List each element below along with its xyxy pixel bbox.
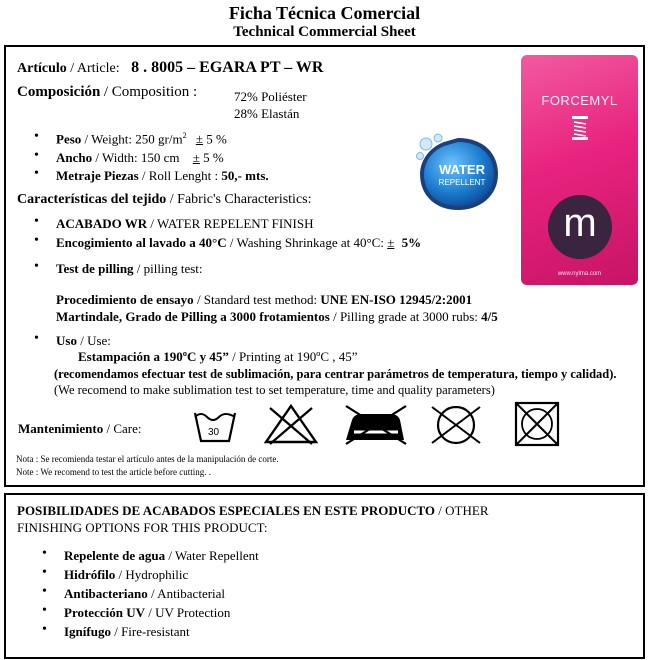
wash-temp-text: 30 <box>208 427 220 438</box>
roll-label: Metraje Piezas <box>56 168 139 183</box>
finishing-item-en: / Water Repellent <box>168 548 259 563</box>
finishing-item <box>64 567 188 583</box>
method-label: Procedimiento de ensayo <box>56 292 194 307</box>
characteristics-heading <box>17 192 312 208</box>
grade-value: 4/5 <box>481 309 498 324</box>
bullet: • <box>42 546 47 561</box>
weight-tol-value: 5 % <box>206 131 227 147</box>
recommend-paragraph <box>54 366 639 398</box>
bullet: • <box>42 584 47 599</box>
water-repellent-badge <box>414 132 502 214</box>
finishing-item-en: / Fire-resistant <box>114 624 190 639</box>
care-label: Mantenimiento <box>18 421 104 436</box>
finishing-item-en: / Antibacterial <box>151 586 226 601</box>
finishing-title-line <box>17 503 489 519</box>
bullet: • <box>42 565 47 580</box>
bullet: • <box>34 259 39 274</box>
bullet: • <box>42 622 47 637</box>
width-tol-value: 5 % <box>203 150 224 165</box>
composition-line-2: 28% Elastán <box>234 106 300 121</box>
grade-label-en: / Pilling grade at 3000 rubs: <box>333 309 478 324</box>
width-label: Ancho <box>56 150 93 165</box>
bullet: • <box>34 214 39 229</box>
bullet: • <box>34 166 39 181</box>
use-line <box>56 333 111 349</box>
grade-line <box>56 309 498 325</box>
width-label-en: / Width: <box>95 150 138 165</box>
article-value: 8 . 8005 – EGARA PT – WR <box>131 59 324 76</box>
characteristics-label-en: / Fabric's Characteristics: <box>169 192 312 207</box>
finishing-box <box>4 493 645 659</box>
page-title: Ficha Técnica Comercial <box>228 3 421 23</box>
finishing-item-es: Repelente de agua <box>64 548 166 563</box>
finish-label: ACABADO WR <box>56 216 148 231</box>
badge-line1: WATER <box>439 162 485 177</box>
width-line <box>56 150 224 166</box>
no-tumble-dry-icon <box>512 399 562 449</box>
composition-label-en: / Composition : <box>103 84 198 100</box>
brand-tag-image <box>521 55 638 285</box>
finishing-item-es: Antibacteriano <box>64 586 148 601</box>
weight-line <box>56 131 227 147</box>
width-value: 150 cm <box>140 150 180 165</box>
shrink-value: 5% <box>401 235 422 250</box>
shrink-tol: ± <box>387 235 395 250</box>
finish-line <box>56 216 314 232</box>
print-label: Estampación a 190ºC y 45” <box>78 349 229 364</box>
finishing-item-es: Protección UV <box>64 605 145 620</box>
composition-label-line <box>17 84 197 101</box>
tag-logo: m <box>548 195 612 259</box>
use-label: Uso <box>56 333 77 348</box>
no-bleach-icon <box>262 402 320 446</box>
finishing-item-en: / UV Protection <box>148 605 231 620</box>
finish-label-en: / WATER REPELENT FINISH <box>150 216 314 231</box>
care-label-en: / Care: <box>106 421 142 436</box>
finishing-item <box>64 586 225 602</box>
method-value: UNE EN-ISO 12945/2:2001 <box>320 292 473 307</box>
method-label-en: / Standard test method: <box>196 292 318 307</box>
finishing-item <box>64 605 230 621</box>
weight-tol: ± <box>195 131 203 147</box>
characteristics-label: Características del tejido <box>17 192 167 207</box>
finishing-item-en: / Hydrophilic <box>118 567 189 582</box>
article-line <box>17 59 323 77</box>
wash-30-icon <box>192 405 238 447</box>
page-subtitle: Technical Commercial Sheet <box>233 24 416 40</box>
pilling-label-en: / pilling test: <box>136 261 203 276</box>
weight-label-en: / Weight: <box>84 131 132 147</box>
shrink-label-en: / Washing Shrinkage at 40°C: <box>229 235 384 250</box>
finishing-title-en-1: / OTHER <box>438 503 489 518</box>
no-dry-clean-icon <box>426 403 486 447</box>
no-iron-icon <box>340 402 410 446</box>
spool-icon <box>571 115 589 141</box>
bullet: • <box>34 331 39 346</box>
grade-label: Martindale, Grado de Pilling a 3000 frotamientos <box>56 309 330 324</box>
weight-value: 250 gr/m <box>135 131 183 147</box>
recommend-es: (recomendamos efectuar test de sublimación, para centrar parámetros de temperatura, tiempo y calidad). <box>54 367 617 381</box>
note-es: Nota : Se recomienda testar el artículo antes de la manipulación de corte. <box>16 454 279 464</box>
pilling-line <box>56 261 203 277</box>
roll-label-en: / Roll Lenght : <box>141 168 219 183</box>
finishing-title-en-2: FINISHING OPTIONS FOR THIS PRODUCT: <box>17 520 268 535</box>
roll-value: 50,- mts. <box>221 168 269 183</box>
spec-box <box>4 45 645 487</box>
recommend-en: (We recomend to make sublimation test to set temperature, time and quality parameters) <box>54 383 495 397</box>
bullet: • <box>34 129 39 144</box>
width-tol: ± <box>192 150 200 165</box>
method-line <box>56 292 472 308</box>
pilling-label: Test de pilling <box>56 261 134 276</box>
note-en: Note : We recomend to test the article before cutting. . <box>16 467 212 477</box>
finishing-title: POSIBILIDADES DE ACABADOS ESPECIALES EN ESTE PRODUCTO <box>17 503 436 518</box>
finishing-item-es: Hidrófilo <box>64 567 116 582</box>
composition-label: Composición <box>17 84 101 100</box>
bullet: • <box>34 233 39 248</box>
weight-sup: 2 <box>182 131 187 140</box>
finishing-item <box>64 548 259 564</box>
print-label-en: / Printing at 190ºC , 45” <box>232 349 358 364</box>
composition-line-1: 72% Poliéster <box>234 89 307 104</box>
weight-label: Peso <box>56 131 82 147</box>
print-line <box>78 349 358 365</box>
care-line <box>18 421 141 437</box>
shrink-label: Encogimiento al lavado a 40°C <box>56 235 227 250</box>
bullet: • <box>42 603 47 618</box>
badge-line2: REPELLENT <box>438 178 486 187</box>
article-label-en: / Article: <box>70 61 120 76</box>
bullet: • <box>34 148 39 163</box>
article-label: Artículo <box>17 61 67 76</box>
tag-web: www.nylma.com <box>557 271 602 277</box>
shrink-line <box>56 235 421 251</box>
use-label-en: / Use: <box>80 333 111 348</box>
finishing-item-es: Ignífugo <box>64 624 111 639</box>
finishing-item <box>64 624 190 640</box>
tag-brand: FORCEMYL <box>541 93 618 108</box>
roll-line <box>56 168 269 184</box>
